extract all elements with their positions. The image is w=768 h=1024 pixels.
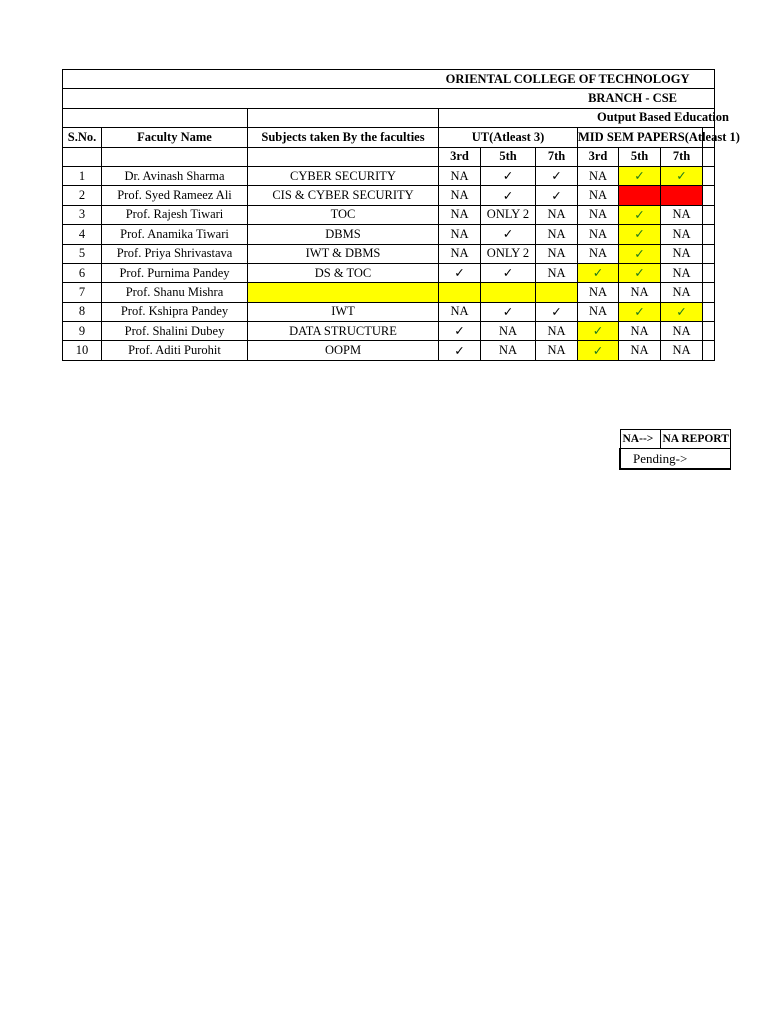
cell-ut-3rd bbox=[439, 263, 481, 282]
row-subjects: CIS & CYBER SECURITY bbox=[248, 186, 439, 205]
cell-ut-7th: NA bbox=[536, 322, 578, 341]
cell-mid-7th: NA bbox=[661, 244, 703, 263]
table-row bbox=[63, 322, 715, 341]
cell-mid-3rd: NA bbox=[578, 302, 619, 321]
sem-mid-5th: 5th bbox=[619, 147, 661, 166]
cell-mid-3rd: NA bbox=[578, 166, 619, 185]
row-overflow bbox=[703, 186, 715, 205]
college-title: ORIENTAL COLLEGE OF TECHNOLOGY bbox=[63, 70, 715, 89]
check-icon: ✓ bbox=[551, 304, 562, 319]
check-icon: ✓ bbox=[634, 246, 645, 261]
cell-ut-7th bbox=[536, 166, 578, 185]
cell-ut-7th bbox=[536, 186, 578, 205]
sem-ut-7th: 7th bbox=[536, 147, 578, 166]
faculty-report-table bbox=[62, 69, 740, 361]
cell-mid-7th: NA bbox=[661, 283, 703, 302]
sem-mid-7th: 7th bbox=[661, 147, 703, 166]
cell-ut-5th: NA bbox=[481, 322, 536, 341]
cell-mid-5th bbox=[619, 244, 661, 263]
branch-title: BRANCH - CSE bbox=[63, 89, 715, 108]
cell-mid-3rd bbox=[578, 341, 619, 360]
header-ut: UT(Atleast 3) bbox=[439, 128, 578, 147]
cell-mid-3rd bbox=[578, 263, 619, 282]
cell-ut-7th: NA bbox=[536, 225, 578, 244]
cell-ut-7th bbox=[536, 302, 578, 321]
row-sno: 9 bbox=[63, 322, 102, 341]
row-faculty-name: Prof. Priya Shrivastava bbox=[102, 244, 248, 263]
row-sno: 2 bbox=[63, 186, 102, 205]
check-icon: ✓ bbox=[454, 324, 465, 339]
cell-mid-7th bbox=[661, 302, 703, 321]
row-subjects: DS & TOC bbox=[248, 263, 439, 282]
check-icon: ✓ bbox=[502, 227, 514, 242]
cell-mid-7th: NA bbox=[661, 263, 703, 282]
row-subjects: TOC bbox=[248, 205, 439, 224]
row-overflow bbox=[703, 225, 715, 244]
row-sno: 1 bbox=[63, 166, 102, 185]
row-sno: 4 bbox=[63, 225, 102, 244]
check-icon: ✓ bbox=[551, 169, 562, 184]
cell-ut-5th: ONLY 2 bbox=[481, 244, 536, 263]
check-icon: ✓ bbox=[592, 266, 604, 281]
legend-pending: Pending-> bbox=[620, 449, 730, 470]
blank-cell bbox=[102, 147, 248, 166]
row-sno: 10 bbox=[63, 341, 102, 360]
cell-mid-3rd: NA bbox=[578, 244, 619, 263]
cell-ut-7th: NA bbox=[536, 263, 578, 282]
cell-ut-3rd: NA bbox=[439, 244, 481, 263]
check-icon: ✓ bbox=[502, 266, 514, 281]
cell-ut-3rd bbox=[439, 341, 481, 360]
table-row bbox=[63, 205, 715, 224]
legend bbox=[619, 429, 729, 470]
cell-ut-5th bbox=[481, 225, 536, 244]
check-icon: ✓ bbox=[502, 304, 514, 319]
cell-mid-5th bbox=[619, 302, 661, 321]
cell-mid-3rd bbox=[578, 322, 619, 341]
spreadsheet bbox=[62, 69, 740, 361]
check-icon: ✓ bbox=[551, 188, 562, 203]
row-faculty-name: Prof. Rajesh Tiwari bbox=[102, 205, 248, 224]
cell-ut-7th: NA bbox=[536, 205, 578, 224]
check-icon: ✓ bbox=[634, 227, 645, 242]
row-subjects: IWT & DBMS bbox=[248, 244, 439, 263]
row-faculty-name: Prof. Shanu Mishra bbox=[102, 283, 248, 302]
row-sno: 5 bbox=[63, 244, 102, 263]
cell-mid-5th bbox=[619, 205, 661, 224]
check-icon: ✓ bbox=[502, 188, 514, 203]
header-sno: S.No. bbox=[63, 128, 102, 147]
row-faculty-name: Prof. Purnima Pandey bbox=[102, 263, 248, 282]
blank-cell bbox=[703, 147, 715, 166]
header-subjects: Subjects taken By the faculties bbox=[248, 128, 439, 147]
header-faculty-name: Faculty Name bbox=[102, 128, 248, 147]
cell-ut-5th bbox=[481, 263, 536, 282]
row-subjects: CYBER SECURITY bbox=[248, 166, 439, 185]
check-icon: ✓ bbox=[634, 304, 645, 319]
row-overflow bbox=[703, 166, 715, 185]
cell-ut-5th bbox=[481, 186, 536, 205]
check-icon: ✓ bbox=[454, 266, 465, 281]
cell-mid-5th bbox=[619, 186, 661, 205]
check-icon: ✓ bbox=[676, 304, 687, 319]
row-subjects: OOPM bbox=[248, 341, 439, 360]
check-icon: ✓ bbox=[634, 169, 645, 184]
cell-mid-3rd: NA bbox=[578, 225, 619, 244]
cell-mid-5th: NA bbox=[619, 322, 661, 341]
cell-ut-7th: NA bbox=[536, 341, 578, 360]
cell-ut-3rd: NA bbox=[439, 166, 481, 185]
row-faculty-name: Prof. Shalini Dubey bbox=[102, 322, 248, 341]
cell-mid-3rd: NA bbox=[578, 205, 619, 224]
row-overflow bbox=[703, 341, 715, 360]
row-sno: 6 bbox=[63, 263, 102, 282]
table-row bbox=[63, 263, 715, 282]
row-overflow bbox=[703, 283, 715, 302]
table-row bbox=[63, 244, 715, 263]
table-row bbox=[63, 341, 715, 360]
cell-ut-3rd bbox=[439, 283, 481, 302]
cell-mid-5th: NA bbox=[619, 283, 661, 302]
table-row bbox=[63, 186, 715, 205]
check-icon: ✓ bbox=[502, 169, 514, 184]
section-row bbox=[63, 108, 715, 127]
check-icon: ✓ bbox=[634, 207, 645, 222]
cell-ut-7th bbox=[536, 283, 578, 302]
cell-ut-5th bbox=[481, 166, 536, 185]
cell-mid-3rd: NA bbox=[578, 186, 619, 205]
row-subjects: IWT bbox=[248, 302, 439, 321]
sem-ut-3rd: 3rd bbox=[439, 147, 481, 166]
row-sno: 3 bbox=[63, 205, 102, 224]
cell-ut-5th bbox=[481, 283, 536, 302]
section-heading: Output Based Education bbox=[439, 108, 715, 127]
row-subjects: DBMS bbox=[248, 225, 439, 244]
table-row bbox=[63, 302, 715, 321]
blank-cell bbox=[248, 108, 439, 127]
table-row bbox=[63, 166, 715, 185]
header-midsem: MID SEM PAPERS(Atleast 1) bbox=[578, 128, 703, 147]
cell-ut-3rd: NA bbox=[439, 186, 481, 205]
row-faculty-name: Prof. Anamika Tiwari bbox=[102, 225, 248, 244]
legend-na-key: NA--> bbox=[620, 430, 660, 449]
check-icon: ✓ bbox=[676, 169, 687, 184]
row-faculty-name: Dr. Avinash Sharma bbox=[102, 166, 248, 185]
row-overflow bbox=[703, 322, 715, 341]
table-row bbox=[63, 225, 715, 244]
cell-ut-7th: NA bbox=[536, 244, 578, 263]
row-overflow bbox=[703, 302, 715, 321]
row-subjects bbox=[248, 283, 439, 302]
cell-ut-5th bbox=[481, 302, 536, 321]
cell-mid-5th bbox=[619, 263, 661, 282]
cell-mid-7th: NA bbox=[661, 341, 703, 360]
row-faculty-name: Prof. Syed Rameez Ali bbox=[102, 186, 248, 205]
cell-mid-5th: NA bbox=[619, 341, 661, 360]
cell-mid-7th: NA bbox=[661, 322, 703, 341]
cell-ut-3rd: NA bbox=[439, 225, 481, 244]
cell-mid-5th bbox=[619, 225, 661, 244]
cell-mid-7th: NA bbox=[661, 205, 703, 224]
legend-na-value: NA REPORT bbox=[660, 430, 730, 449]
sem-ut-5th: 5th bbox=[481, 147, 536, 166]
blank-cell bbox=[63, 147, 102, 166]
check-icon: ✓ bbox=[592, 343, 604, 358]
branch-row bbox=[63, 89, 715, 108]
cell-mid-5th bbox=[619, 166, 661, 185]
title-row bbox=[63, 70, 715, 89]
blank-cell bbox=[63, 108, 248, 127]
cell-ut-5th: ONLY 2 bbox=[481, 205, 536, 224]
check-icon: ✓ bbox=[634, 266, 645, 281]
row-faculty-name: Prof. Kshipra Pandey bbox=[102, 302, 248, 321]
cell-ut-3rd bbox=[439, 322, 481, 341]
check-icon: ✓ bbox=[454, 343, 465, 358]
semester-row bbox=[63, 147, 715, 166]
sem-mid-3rd: 3rd bbox=[578, 147, 619, 166]
row-sno: 7 bbox=[63, 283, 102, 302]
row-sno: 8 bbox=[63, 302, 102, 321]
row-overflow bbox=[703, 244, 715, 263]
cell-ut-3rd: NA bbox=[439, 205, 481, 224]
header-row bbox=[63, 128, 715, 147]
table-row bbox=[63, 283, 715, 302]
blank-cell bbox=[248, 147, 439, 166]
row-faculty-name: Prof. Aditi Purohit bbox=[102, 341, 248, 360]
row-overflow bbox=[703, 205, 715, 224]
check-icon: ✓ bbox=[592, 324, 604, 339]
cell-ut-5th: NA bbox=[481, 341, 536, 360]
cell-mid-7th bbox=[661, 186, 703, 205]
row-overflow bbox=[703, 263, 715, 282]
cell-mid-7th: NA bbox=[661, 225, 703, 244]
cell-ut-3rd: NA bbox=[439, 302, 481, 321]
cell-mid-3rd: NA bbox=[578, 283, 619, 302]
cell-mid-7th bbox=[661, 166, 703, 185]
row-subjects: DATA STRUCTURE bbox=[248, 322, 439, 341]
